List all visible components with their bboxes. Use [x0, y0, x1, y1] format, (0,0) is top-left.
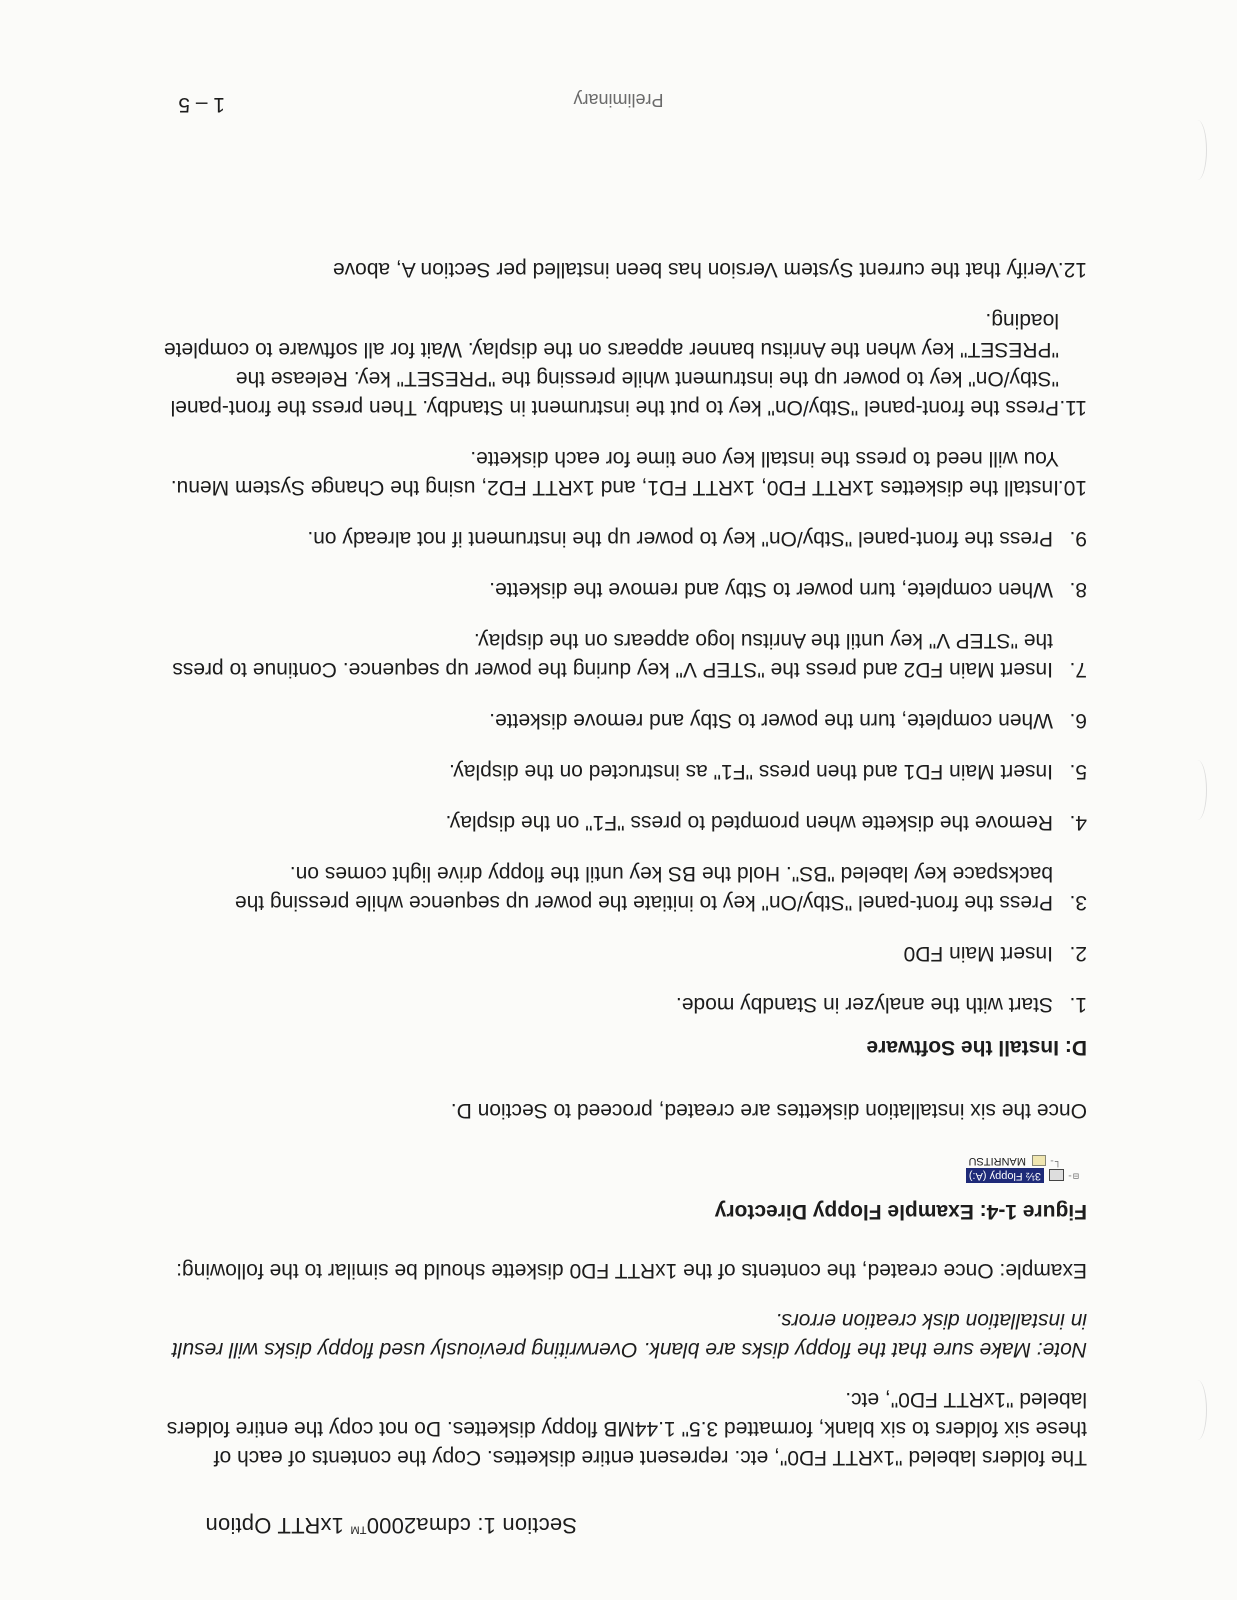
folder-icon	[1032, 1155, 1046, 1166]
step-text: Insert Main FD0	[903, 942, 1053, 965]
step-text: Remove the diskette when prompted to press "F1" on the display.	[445, 811, 1053, 834]
intro-paragraph: The folders labeled "1xRTT FD0", etc. represent entire diskettes. Copy the contents of each of these six folders to six blank, formatted 3.5" 1.44MB floppy diskettes. Do not copy the entire folders labeled "1xRTT FD0", etc.	[166, 1388, 1087, 1469]
scan-edge-mark	[1188, 760, 1207, 820]
step-number: 1.	[1069, 993, 1087, 1016]
page-number: 1 – 5	[178, 93, 225, 116]
floppy-folder-row	[157, 1153, 1061, 1168]
page-body	[157, 233, 1087, 1472]
step-number: 5.	[1069, 760, 1087, 783]
list-item	[157, 808, 1087, 837]
list-item	[157, 939, 1087, 968]
step-text: Insert Main FD1 and then press "F1" as instructed on the display.	[449, 760, 1053, 783]
step-number: 6.	[1069, 709, 1087, 732]
step-text: Insert Main FD2 and press the "STEP V" key during the power up sequence. Continue to press the "STEP V" key until the Anritsu logo appears on the display.	[172, 629, 1053, 681]
list-item	[157, 444, 1087, 502]
floppy-directory-figure	[157, 1153, 1079, 1183]
install-steps-list	[157, 255, 1087, 1019]
once-paragraph: Once the six installation diskettes are created, proceed to Section D.	[450, 1099, 1087, 1122]
floppy-drive-row	[157, 1168, 1079, 1183]
step-text: Press the front-panel "Stby/On" key to initiate the power up sequence while pressing the backspace key labeled "BS". Hold the BS key until the floppy drive light comes on.	[234, 862, 1053, 914]
list-item	[157, 575, 1087, 604]
example-paragraph: Example: Once created, the contents of the 1xRTT FD0 diskette should be similar to the following:	[176, 1259, 1087, 1282]
list-item	[157, 706, 1087, 735]
step-number: 9.	[1069, 527, 1087, 550]
folder-label: MANRITSU	[968, 1155, 1026, 1167]
step-text: When complete, turn power to Stby and remove the diskette.	[489, 578, 1053, 601]
step-text: Verify that the current System Version has been installed per Section A, above	[332, 258, 1059, 281]
step-number: 11.	[1059, 396, 1087, 419]
footer-preliminary: Preliminary	[573, 90, 664, 110]
list-item	[157, 990, 1087, 1019]
figure-caption: Figure 1-4: Example Floppy Directory	[714, 1200, 1087, 1223]
tree-expander-icon: ⊟-	[1066, 1170, 1079, 1181]
step-number: 3.	[1069, 891, 1087, 914]
step-text: Press the front-panel "Stby/On" key to put the instrument in Standby. Then press the front-panel "Stby/On" key to power up the instrument while pressing the "PRESET" key. Release the "PRESET" key when the Anritsu banner appears on the display. Wait for all software to complete loading.	[163, 309, 1059, 419]
list-item	[157, 524, 1087, 553]
list-item	[157, 757, 1087, 786]
step-text: Start with the analyzer in Standby mode.	[675, 993, 1053, 1016]
step-number: 12.	[1057, 258, 1087, 281]
list-item	[157, 626, 1087, 684]
header-section: Section 1: cdma2000	[366, 1513, 577, 1538]
page-header	[205, 1512, 577, 1538]
step-text: When complete, turn the power to Stby and remove diskette.	[489, 709, 1053, 732]
note-paragraph: Note: Make sure that the floppy disks are blank. Overwriting previously used floppy disks will result in installation disk creation errors.	[171, 1309, 1087, 1361]
list-item	[157, 255, 1087, 284]
step-number: 4.	[1069, 811, 1087, 834]
scan-edge-mark	[1188, 1380, 1207, 1440]
tree-branch-icon: └-	[1048, 1155, 1061, 1166]
list-item	[157, 859, 1087, 917]
header-option: 1xRTT Option	[205, 1513, 351, 1538]
floppy-drive-label: 3½ Floppy (A:)	[966, 1168, 1044, 1183]
step-text: Press the front-panel "Stby/On" key to power up the instrument if not already on.	[307, 527, 1053, 550]
list-item	[157, 306, 1087, 422]
floppy-drive-icon	[1049, 1170, 1064, 1182]
header-trademark: TM	[350, 1523, 367, 1536]
step-number: 7.	[1069, 658, 1087, 681]
section-d-heading: D: Install the Software	[866, 1036, 1087, 1059]
step-number: 8.	[1069, 578, 1087, 601]
step-text: Install the diskettes 1xRTT FD0, 1xRTT FD1, and 1xRTT FD2, using the Change System Menu. You will need to press the install key one time for each diskette.	[170, 447, 1059, 499]
scan-edge-mark	[1188, 120, 1207, 180]
step-number: 10.	[1057, 476, 1087, 499]
step-number: 2.	[1069, 942, 1087, 965]
